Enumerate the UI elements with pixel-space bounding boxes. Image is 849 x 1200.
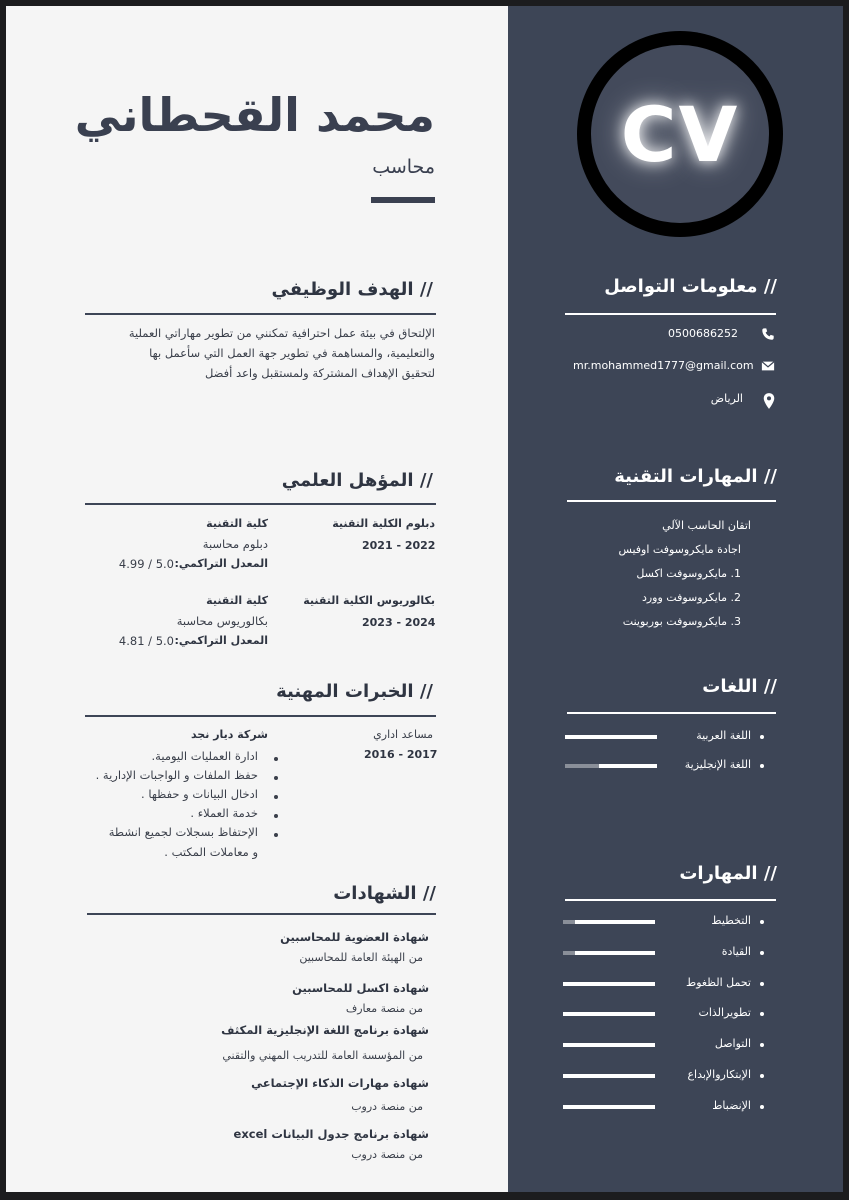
objective-divider [85,313,436,315]
edu-2-years: 2023 - 2024 [362,616,436,629]
cert-4-issuer: من منصة دروب [351,1100,423,1113]
bullet-dot [274,757,278,761]
exp-company: شركة ديار نجد [190,728,268,741]
contact-phone[interactable]: 0500686252 [668,327,738,340]
objective-line-3: لتحقيق الإهداف المشتركة ولمستقبل واعد أفضل [204,366,435,380]
contact-location: الرياض [710,392,743,405]
bullet-dot [760,1074,764,1078]
contact-title: // معلومات التواصل [604,276,777,297]
cert-2-name: شهادة اكسل للمحاسبين [292,981,429,995]
certificates-title: // الشهادات [333,883,436,904]
cv-logo [577,31,783,237]
experience-title: // الخبرات المهنية [276,681,433,702]
skill-level-bar [575,951,655,955]
skill-label-1: التخطيط [711,914,751,927]
skill-label-4: تطويرالذات [698,1006,751,1020]
language-level-bar [565,735,657,739]
skill-level-bar [563,1043,655,1047]
tech-skill-4: 2. مايكروسوفت وورد [641,591,741,604]
language-level-bar [599,764,657,768]
bullet-dot [760,951,764,955]
skill-level-bar [563,1105,655,1109]
language-label-2: اللغة الإنجليزية [684,758,751,771]
exp-duty-2: حفظ الملفات و الواجبات الإدارية . [95,768,258,782]
edu-1-degree: دبلوم الكلية التقنية [332,517,435,530]
skill-level-bar [563,1012,655,1016]
bullet-dot [274,833,278,837]
bullet-dot [274,814,278,818]
certificates-divider [87,913,436,915]
edu-2-gpa-label: المعدل التراكمي: [174,634,268,647]
edu-2-degree: بكالوريوس الكلية التقنية [303,594,435,607]
tech-skill-3: 1. مايكروسوفت اكسل [636,567,741,580]
candidate-name: محمد القحطاني [74,88,435,142]
bullet-dot [274,795,278,799]
skill-label-5: التواصل [714,1037,751,1051]
cert-5-name: شهادة برنامج جدول البيانات excel [233,1127,429,1141]
skill-level-bar-empty [563,920,575,924]
bullet-dot [760,735,764,739]
skill-level-bar-empty [563,951,575,955]
skill-level-bar [563,1074,655,1078]
tech-skill-1: اتقان الحاسب الآلي [662,519,751,532]
cv-logo-text: CV [620,89,740,179]
cv-logo-inner [591,45,769,223]
cert-4-name: شهادة مهارات الذكاء الإجتماعي [251,1076,429,1090]
phone-icon [761,327,775,341]
skill-label-2: القيادة [721,944,751,958]
experience-divider [85,715,436,717]
skills-title: // المهارات [679,863,777,884]
contact-email[interactable]: mr.mohammed1777@gmail.com [573,359,754,372]
mail-icon [761,359,775,373]
resume-page [6,6,843,1192]
cert-3-issuer: من المؤسسة العامة للتدريب المهني والتقني [222,1049,423,1062]
exp-duty-6: و معاملات المكتب . [164,845,258,859]
name-underline [371,197,435,203]
edu-2-major: بكالوريوس محاسبة [176,614,268,628]
languages-divider [567,712,776,714]
tech-skill-5: 3. مايكروسوفت بوربوينت [622,615,741,628]
skill-label-3: تحمل الظغوط [686,975,751,989]
bullet-dot [274,776,278,780]
cert-5-issuer: من منصة دروب [351,1148,423,1161]
tech-skills-divider [567,500,776,502]
contact-divider [565,313,776,315]
edu-1-college: كلية التقنية [206,517,268,530]
edu-1-gpa: 5.0 / 4.99 [118,557,174,571]
language-level-bar-empty [565,764,599,768]
skill-level-bar [563,982,655,986]
exp-duty-3: ادخال البيانات و حفظها . [141,787,258,801]
bullet-dot [760,764,764,768]
exp-duty-1: ادارة العمليات اليومية. [151,749,258,763]
edu-1-years: 2021 - 2022 [362,539,436,552]
bullet-dot [760,982,764,986]
location-pin-icon [762,392,776,410]
cert-1-issuer: من الهيئة العامة للمحاسبين [299,951,423,964]
language-label-1: اللغة العربية [696,729,751,742]
objective-line-1: الإلتحاق في بيئة عمل احترافية تمكنني من تطوير مهاراتي العملية [128,326,435,340]
cert-3-name: شهادة برنامج اللغة الإنجليزية المكثف [221,1023,429,1037]
exp-duty-4: خدمة العملاء . [190,806,258,820]
job-title: محاسب [372,156,435,178]
tech-skills-title: // المهارات التقنية [614,466,777,487]
education-divider [85,503,436,505]
cert-2-issuer: من منصة معارف [345,1002,423,1015]
skills-divider [565,899,776,901]
bullet-dot [760,1105,764,1109]
objective-line-2: والتعليمية، والمساهمة في تطوير جهة العمل التي سأعمل بها [149,346,435,360]
languages-title: // اللغات [702,676,777,697]
skill-level-bar [575,920,655,924]
edu-1-major: دبلوم محاسبة [202,537,268,551]
tech-skill-2: اجادة مايكروسوفت اوفيس [618,543,741,556]
cert-1-name: شهادة العضوية للمحاسبين [280,930,429,944]
exp-years: 2016 - 2017 [364,748,438,761]
objective-title: // الهدف الوظيفي [271,279,433,300]
edu-2-college: كلية التقنية [206,594,268,607]
bullet-dot [760,920,764,924]
exp-role: مساعد اداري [373,728,433,741]
exp-duty-5: الإحتفاظ بسجلات لجميع انشطة [108,825,258,839]
education-title: // المؤهل العلمي [281,470,433,491]
edu-1-gpa-label: المعدل التراكمي: [174,557,268,570]
skill-label-6: الإبتكاروالإبداع [687,1068,751,1081]
skill-label-7: الإنضباط [712,1098,751,1112]
edu-2-gpa: 5.0 / 4.81 [118,634,174,648]
